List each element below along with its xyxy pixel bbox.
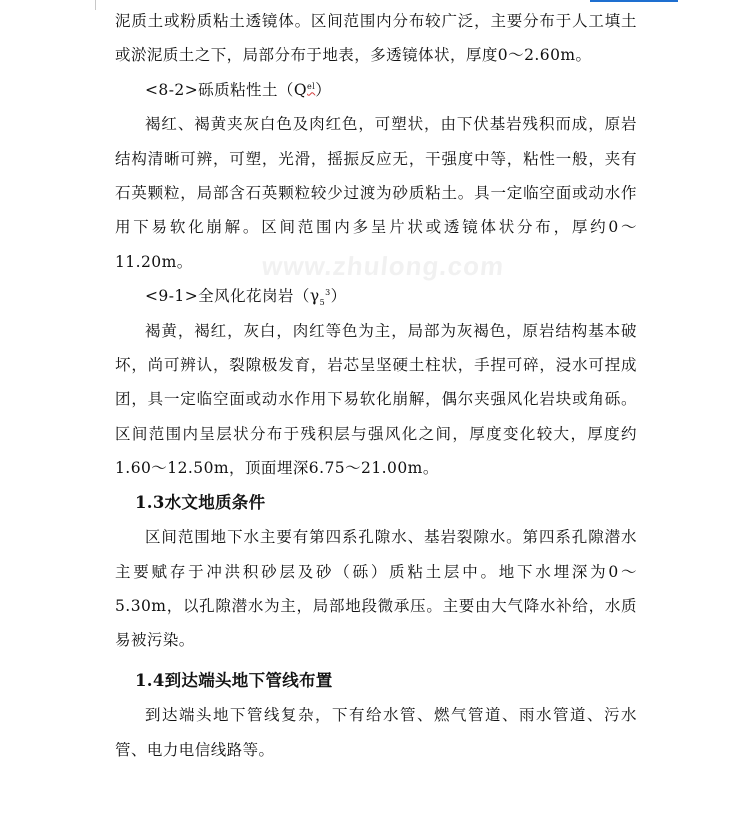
paragraph-gravelly-clay: 褐红、褐黄夹灰白色及肉红色，可塑状，由下伏基岩残积而成，原岩结构清晰可辨，可塑，光滑，摇振反应无，干强度中等，粘性一般，夹有石英颗粒，局部含石英颗粒较少过渡为砂质粘土。具一定临空面或动水作用下易软化崩解。区间范围内多呈片状或透镜体状分布，厚约0～11.20m。 <box>115 115 637 271</box>
paragraph-pipelines: 到达端头地下管线复杂，下有给水管、燃气管道、雨水管道、污水管、电力电信线路等。 <box>115 706 637 759</box>
stratum-symbol-superscript-2: 3 <box>325 288 331 298</box>
selection-strip <box>590 0 678 2</box>
stratum-heading-9-1 <box>115 279 637 313</box>
section-heading-hydrogeology: 1.3水文地质条件 <box>135 492 266 512</box>
stratum-symbol-subscript: 5 <box>319 298 326 308</box>
section-heading-pipelines: 1.4到达端头地下管线布置 <box>135 670 333 690</box>
paragraph-weathered-granite: 褐黄，褐红，灰白，肉红等色为主，局部为灰褐色，原岩结构基本破坏，尚可辨认，裂隙极发育，岩芯呈坚硬土柱状，手捏可碎，浸水可捏成团，具一定临空面或动水作用下易软化崩解，偶尔夹强风化岩块或角砾。区间范围内呈层状分布于残积层与强风化之间，厚度变化较大，厚度约1.60～12.50m，顶面埋深6.75～21.00m。 <box>115 321 637 478</box>
stratum-heading-9-1-close: ） <box>330 287 347 306</box>
stratum-heading-8-2-text: <8-2>砾质粘性土（Q <box>145 80 308 99</box>
watermark: www.zhulong.com <box>260 251 506 281</box>
paragraph-clay-lens: 泥质土或粉质粘土透镜体。区间范围内分布较广泛，主要分布于人工填土或淤泥质土之下，局部分布于地表，多透镜体状，厚度0～2.60m。 <box>115 12 637 65</box>
page-margin-mark <box>95 0 96 10</box>
stratum-heading-8-2-close: ） <box>315 80 332 99</box>
paragraph-groundwater: 区间范围地下水主要有第四系孔隙水、基岩裂隙水。第四系孔隙潜水主要赋存于冲洪积砂层及砂（砾）质粘土层中。地下水埋深为0～5.30m，以孔隙潜水为主，局部地段微承压。主要由大气降水补给，水质易被污染。 <box>115 528 637 650</box>
document-body <box>115 4 637 767</box>
stratum-symbol-superscript: el <box>307 81 316 91</box>
stratum-heading-8-2 <box>115 73 637 107</box>
stratum-heading-9-1-text: <9-1>全风化花岗岩（γ <box>145 287 320 306</box>
